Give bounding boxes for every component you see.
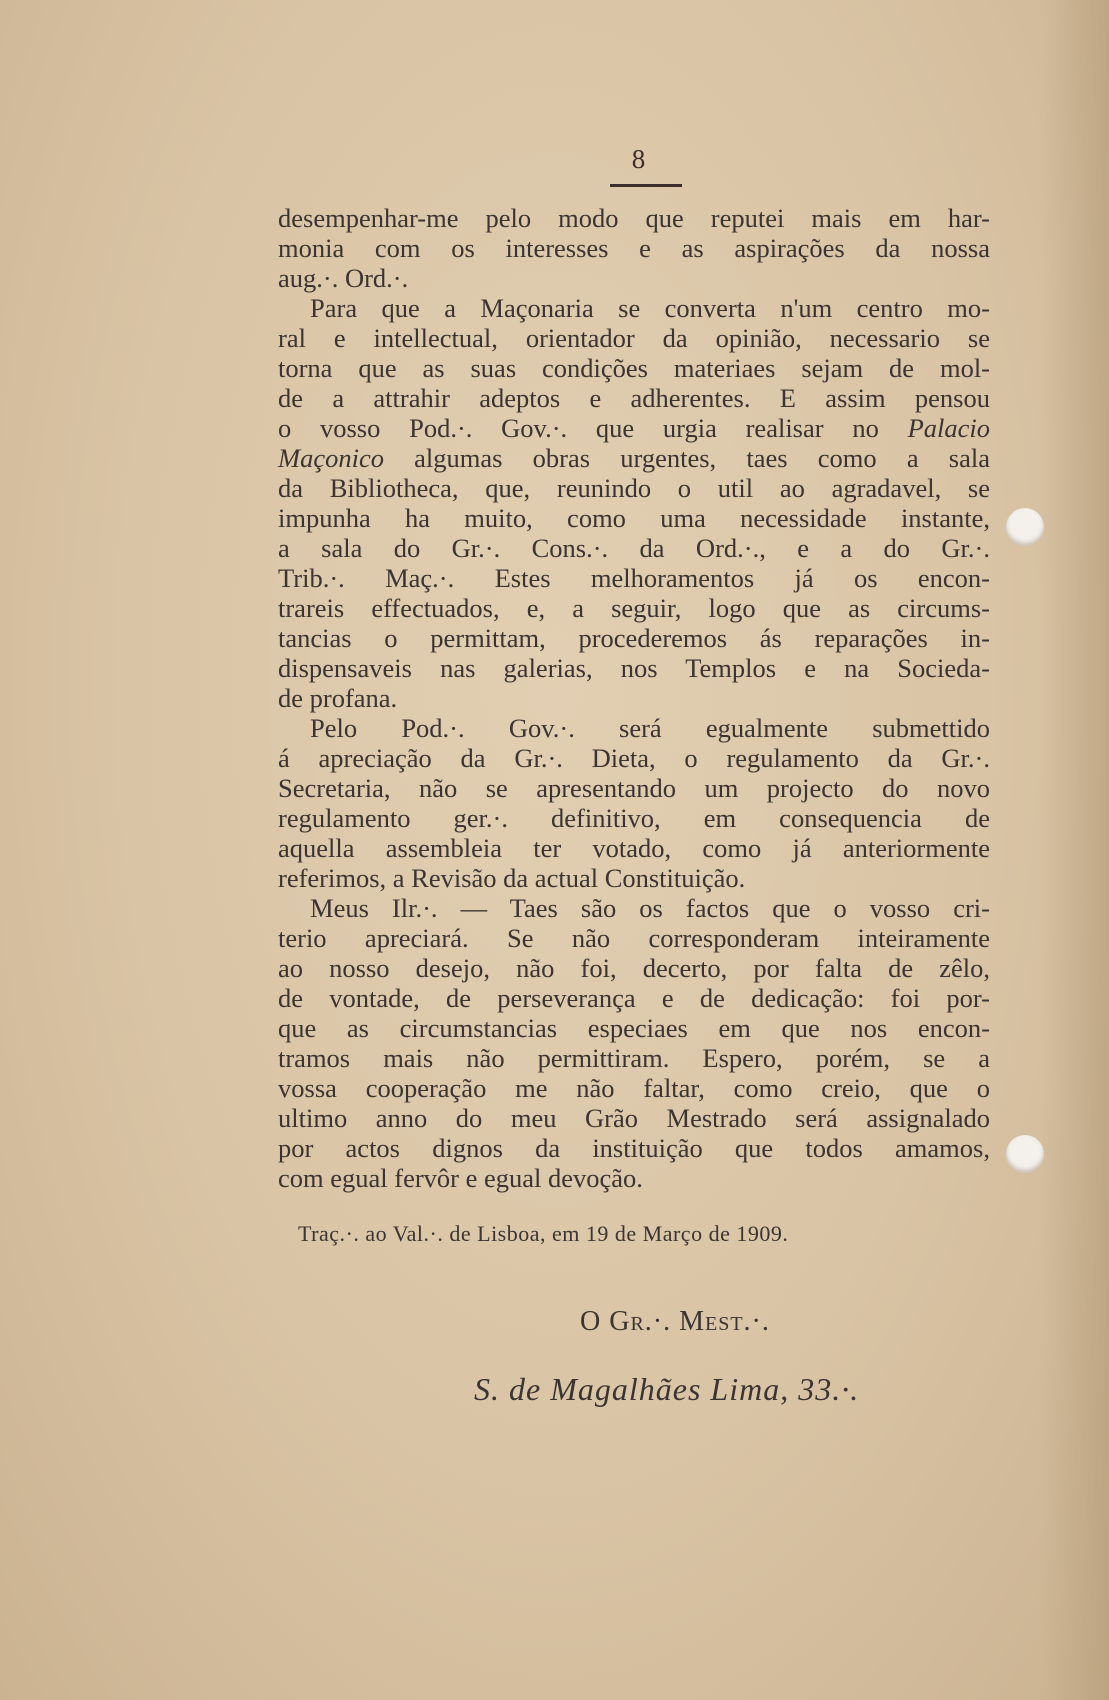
text-line	[278, 593, 990, 623]
text-line	[278, 713, 990, 743]
text-line-content: monia com os interesses e as aspirações da nossa	[278, 233, 990, 263]
text-line	[278, 233, 990, 263]
text-line-content: aug.·. Ord.·.	[278, 263, 409, 293]
text-line	[278, 1133, 990, 1163]
text-line-content: Meus Ilr.·. — Taes são os factos que o vosso cri-	[310, 893, 990, 923]
italic-text: Palacio	[907, 413, 990, 443]
text-line-content: ultimo anno do meu Grão Mestrado será assignalado	[278, 1103, 990, 1133]
page-edge-shadow	[1039, 0, 1109, 1700]
text-line-content: de vontade, de perseverança e de dedicação: foi por-	[278, 983, 990, 1013]
text-line-content: desempenhar-me pelo modo que reputei mais em har-	[278, 203, 990, 233]
text-line-content: vossa cooperação me não faltar, como creio, que o	[278, 1073, 990, 1103]
text-line-content: da Bibliotheca, que, reunindo o util ao agradavel, se	[278, 473, 990, 503]
text-line	[278, 863, 990, 893]
signature-title	[580, 1306, 770, 1338]
text-line-content: regulamento ger.·. definitivo, em consequencia de	[278, 803, 990, 833]
text-line	[278, 1073, 990, 1103]
text-line-content: ao nosso desejo, não foi, decerto, por falta de zêlo,	[278, 953, 990, 983]
text-line	[278, 263, 990, 293]
text-line	[278, 323, 990, 353]
italic-text: Maçonico	[278, 443, 384, 473]
text-line	[278, 743, 990, 773]
text-line	[278, 1103, 990, 1133]
text-line	[278, 353, 990, 383]
text-line-content: de a attrahir adeptos e adherentes. E assim pensou	[278, 383, 990, 413]
text-line	[278, 1163, 990, 1193]
text-line	[278, 773, 990, 803]
text-line-content: Para que a Maçonaria se converta n'um centro mo-	[310, 293, 990, 323]
text-line-content: de profana.	[278, 683, 398, 713]
text-line-content: Secretaria, não se apresentando um projecto do novo	[278, 773, 990, 803]
text-line	[278, 413, 990, 443]
text-line	[278, 983, 990, 1013]
text-line	[278, 923, 990, 953]
text-line	[278, 1043, 990, 1073]
dateline: Traç.·. ao Val.·. de Lisboa, em 19 de Março de 1909.	[298, 1221, 789, 1246]
text-line-content: que as circumstancias especiaes em que nos encon-	[278, 1013, 990, 1043]
text-line	[278, 623, 990, 653]
text-line-content: a sala do Gr.·. Cons.·. da Ord.·., e a do Gr.·.	[278, 533, 990, 563]
text-line-content: trareis effectuados, e, a seguir, logo que as circums-	[278, 593, 990, 623]
text-line-content: Pelo Pod.·. Gov.·. será egualmente submettido	[310, 713, 990, 743]
text-line-content: terio apreciará. Se não corresponderam inteiramente	[278, 923, 990, 953]
signature-name: S. de Magalhães Lima, 33.·.	[474, 1371, 860, 1407]
text-line-content: com egual fervôr e egual devoção.	[278, 1163, 643, 1193]
text-line	[278, 293, 990, 323]
text-line	[278, 833, 990, 863]
text-line-content: dispensaveis nas galerias, nos Templos e na Socieda-	[278, 653, 990, 683]
punch-hole	[1006, 508, 1044, 546]
text-line	[278, 503, 990, 533]
body-text	[278, 203, 990, 1193]
text-line	[278, 203, 990, 233]
text-line-content: algumas obras urgentes, taes como a sala	[383, 443, 990, 473]
text-line-content: torna que as suas condições materiaes sejam de mol-	[278, 353, 990, 383]
text-line-content: tancias o permittam, procederemos ás reparações in-	[278, 623, 990, 653]
text-line	[278, 1013, 990, 1043]
text-line-content: por actos dignos da instituição que todos amamos,	[278, 1133, 990, 1163]
text-line	[278, 893, 990, 923]
text-line	[278, 563, 990, 593]
punch-hole	[1006, 1135, 1044, 1173]
text-line	[278, 473, 990, 503]
text-line-content: o vosso Pod.·. Gov.·. que urgia realisar no	[278, 413, 908, 443]
text-line-content: tramos mais não permittiram. Espero, porém, se a	[278, 1043, 990, 1073]
text-line	[278, 803, 990, 833]
text-line	[278, 533, 990, 563]
text-line-content: impunha ha muito, como uma necessidade instante,	[278, 503, 990, 533]
text-line-content: ral e intellectual, orientador da opinião, necessario se	[278, 323, 990, 353]
text-line	[278, 653, 990, 683]
signature-title-text: O Gr.·. Mest.·.	[580, 1306, 770, 1337]
text-line	[278, 383, 990, 413]
text-line-content: Trib.·. Maç.·. Estes melhoramentos já os encon-	[278, 563, 990, 593]
text-line	[278, 953, 990, 983]
text-line-content: aquella assembleia ter votado, como já anteriormente	[278, 833, 990, 863]
text-line-content: á apreciação da Gr.·. Dieta, o regulamento da Gr.·.	[278, 743, 990, 773]
text-line-content: referimos, a Revisão da actual Constituição.	[278, 863, 746, 893]
page-number-rule	[610, 184, 682, 187]
text-line	[278, 443, 990, 473]
text-line	[278, 683, 990, 713]
page-number: 8	[631, 144, 646, 174]
